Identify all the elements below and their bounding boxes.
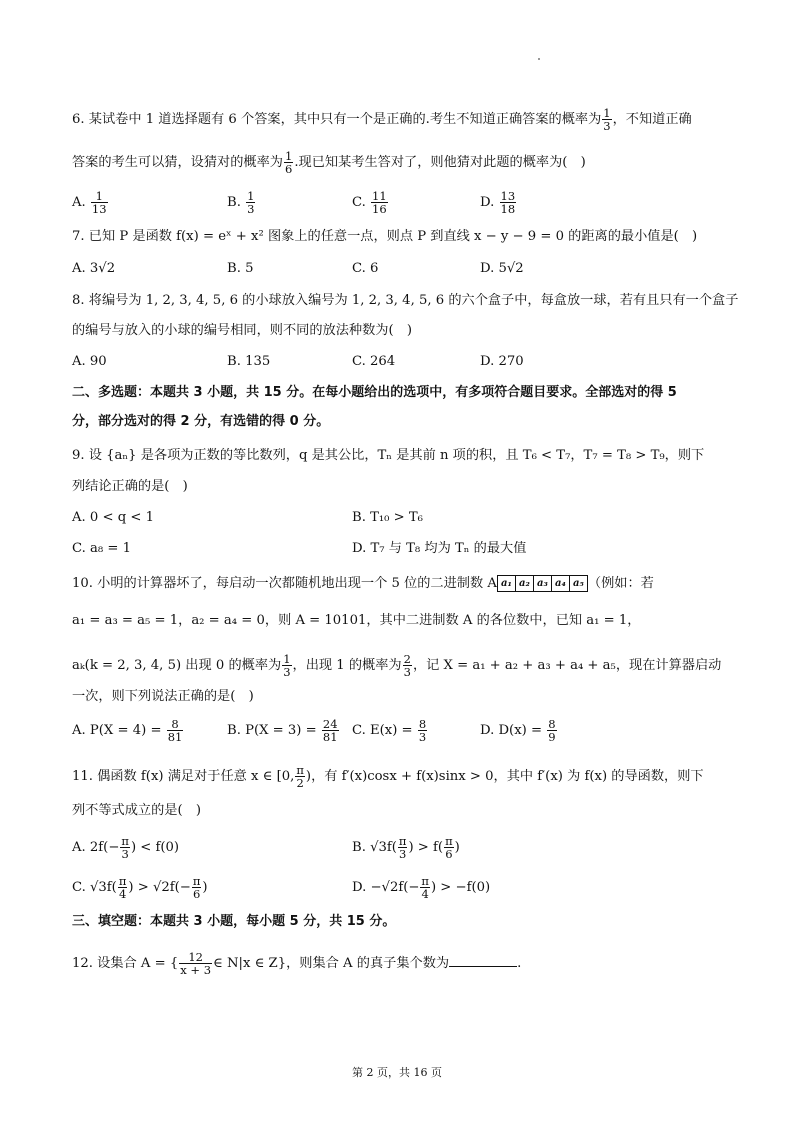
q10-option-b: B. P(X = 3) = $\frac{24}{81}$ <box>227 717 338 744</box>
q7-option-c: C. 6 <box>352 261 379 276</box>
scan-dot <box>538 58 540 60</box>
section-fill-in-heading: 三、填空题：本题共 3 小题，每小题 5 分，共 15 分。 <box>72 914 396 929</box>
q11-option-a: A. 2f(− $\frac{\pi}{3}$ ) < f(0) <box>72 834 180 861</box>
q6-text: .现已知某考生答对了，则他猜对此题的概率为( ) <box>294 155 586 170</box>
q9-line2: 列结论正确的是( ) <box>72 479 188 494</box>
q6-text: ，不知道正确 <box>612 112 692 127</box>
q6-option-c: C. $\frac{11}{16}$ <box>352 189 387 216</box>
q11-option-c: C. √3f( $\frac{\pi}{4}$ ) > √2f(− $\frac{\pi}{6}$ ) <box>72 874 208 901</box>
q6-text: 答案的考生可以猜，设猜对的概率为 <box>72 155 283 170</box>
answer-blank[interactable] <box>449 954 517 967</box>
fraction: $\frac{1}{6}$ <box>285 149 293 176</box>
q8-line1: 8. 将编号为 1, 2, 3, 4, 5, 6 的小球放入编号为 1, 2, 3, 4, 5, 6 的六个盒子中，每盒放一球，若有且只有一个盒子 <box>72 293 739 308</box>
q7-stem: 7. 已知 P 是函数 f(x) = eˣ + x² 图象上的任意一点，则点 P 到直线 x − y − 9 = 0 的距离的最小值是( ) <box>72 229 698 244</box>
q10-option-a: A. P(X = 4) = $\frac{8}{81}$ <box>72 717 183 744</box>
binary-digit-boxes: a₁ a₂ a₃ a₄ a₅ <box>497 575 588 592</box>
q10-option-d: D. D(x) = $\frac{8}{9}$ <box>480 717 556 744</box>
q6-option-a: A. $\frac{1}{13}$ <box>72 189 107 216</box>
section-multi-choice-heading: 二、多选题：本题共 3 小题，共 15 分。在每小题给出的选项中，有多项符合题目要求。全部选对的得 5 <box>72 385 677 400</box>
q6-option-d: D. $\frac{13}{18}$ <box>480 189 516 216</box>
fraction: $\frac{12}{x + 3}$ <box>180 950 212 977</box>
q6-line2 <box>72 150 586 175</box>
q10-line3: aₖ(k = 2, 3, 4, 5) 出现 0 的概率为 $\frac{1}{3}$ ，出现 1 的概率为 $\frac{2}{3}$ ，记 X = a₁ + a₂ + a₃ + a₄ + a₅，现在计算器启动 <box>72 652 722 679</box>
q10-line2: a₁ = a₃ = a₅ = 1，a₂ = a₄ = 0，则 A = 10101，其中二进制数 A 的各位数中，已知 a₁ = 1， <box>72 613 641 628</box>
q8-option-d: D. 270 <box>480 354 524 369</box>
q9-option-a: A. 0 < q < 1 <box>72 510 154 525</box>
q6-option-b: B. $\frac{1}{3}$ <box>227 189 255 216</box>
q11-line2: 列不等式成立的是( ) <box>72 803 201 818</box>
q6-text: 6. 某试卷中 1 道选择题有 6 个答案，其中只有一个是正确的.考生不知道正确答案的概率为 <box>72 112 602 127</box>
q10-line1: 10. 小明的计算器坏了，每启动一次都随机地出现一个 5 位的二进制数 A a₁ a₂ a₃ a₄ a₅ （例如：若 <box>72 576 654 591</box>
q8-option-b: B. 135 <box>227 354 271 369</box>
q11-line1: 11. 偶函数 f(x) 满足对于任意 x ∈ [0, $\frac{\pi}{2}$ )，有 f′(x)cosx + f(x)sinx > 0，其中 f′(x) 为 f(x) 的导函数，则下 <box>72 763 704 790</box>
q9-option-c: C. a₈ = 1 <box>72 541 131 556</box>
q12-stem: 12. 设集合 A = { $\frac{12}{x + 3}$ ∈ N|x ∈ Z}，则集合 A 的真子集个数为 . <box>72 950 522 977</box>
q7-option-a: A. 3√2 <box>72 261 116 276</box>
fraction: $\frac{1}{3}$ <box>603 106 611 133</box>
q8-option-c: C. 264 <box>352 354 396 369</box>
q11-option-d: D. −√2f(− $\frac{\pi}{4}$ ) > −f(0) <box>352 874 491 901</box>
q9-line1: 9. 设 {aₙ} 是各项为正数的等比数列，q 是其公比，Tₙ 是其前 n 项的积，且 T₆ < T₇，T₇ = T₈ > T₉，则下 <box>72 448 705 463</box>
section-multi-choice-rules: 分，部分选对的得 2 分，有选错的得 0 分。 <box>72 414 330 429</box>
q7-option-b: B. 5 <box>227 261 254 276</box>
q10-option-c: C. E(x) = $\frac{8}{3}$ <box>352 717 427 744</box>
q9-option-d: D. T₇ 与 T₈ 均为 Tₙ 的最大值 <box>352 541 527 556</box>
q11-option-b: B. √3f( $\frac{\pi}{3}$ ) > f( $\frac{\pi}{6}$ ) <box>352 834 460 861</box>
q10-line4: 一次，则下列说法正确的是( ) <box>72 689 254 704</box>
page-footer: 第 2 页，共 16 页 <box>352 1066 442 1079</box>
q9-option-b: B. T₁₀ > T₆ <box>352 510 423 525</box>
q6-line1 <box>72 107 692 132</box>
q7-option-d: D. 5√2 <box>480 261 524 276</box>
q8-line2: 的编号与放入的小球的编号相同，则不同的放法种数为( ) <box>72 323 412 338</box>
q8-option-a: A. 90 <box>72 354 107 369</box>
